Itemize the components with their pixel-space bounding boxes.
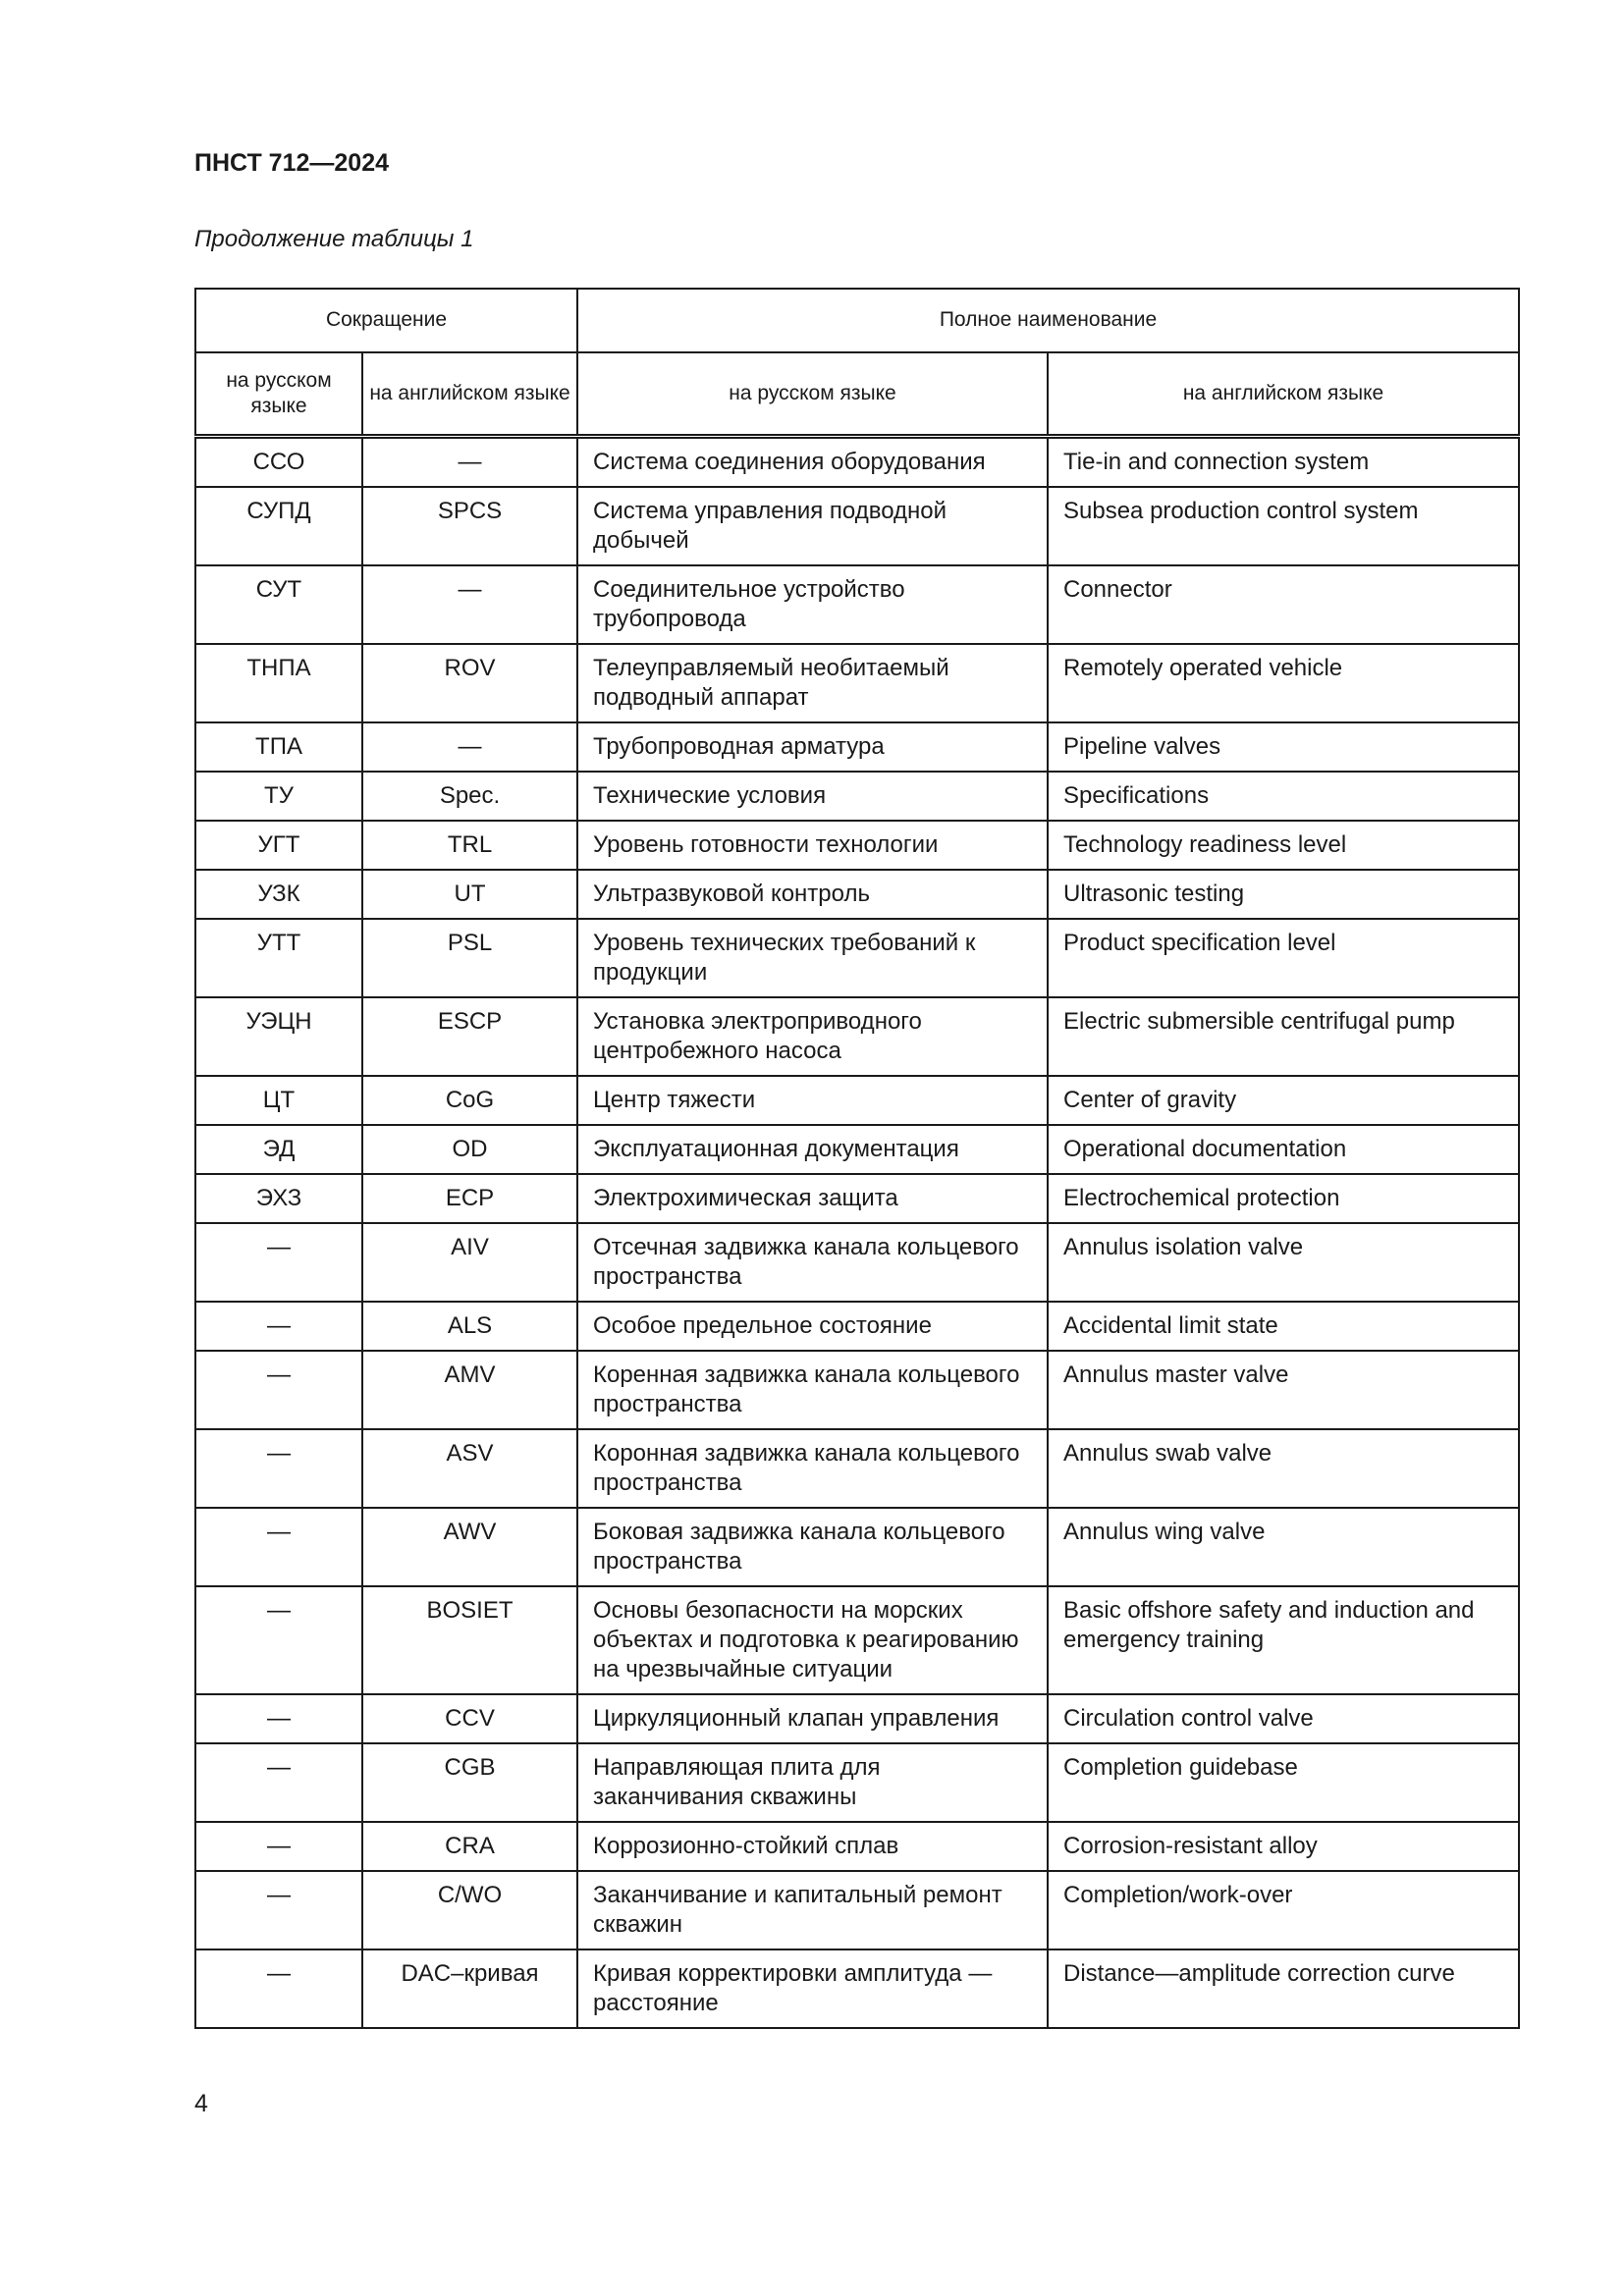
cell-name-en: Completion guidebase <box>1048 1743 1519 1822</box>
cell-abbr-ru: — <box>195 1351 362 1429</box>
cell-name-en: Tie-in and connection system <box>1048 437 1519 488</box>
cell-abbr-en: SPCS <box>362 487 577 565</box>
cell-name-ru: Трубопроводная арматура <box>577 722 1048 772</box>
cell-name-en: Accidental limit state <box>1048 1302 1519 1351</box>
cell-name-en: Completion/work-over <box>1048 1871 1519 1949</box>
cell-abbr-en: BOSIET <box>362 1586 577 1694</box>
abbreviations-table <box>194 288 1520 2029</box>
cell-name-en: Product specification level <box>1048 919 1519 997</box>
cell-abbr-ru: — <box>195 1694 362 1743</box>
table-row <box>195 1223 1519 1302</box>
table-header <box>195 289 1519 437</box>
table-row <box>195 722 1519 772</box>
cell-abbr-ru: ЭХЗ <box>195 1174 362 1223</box>
table-row <box>195 1302 1519 1351</box>
cell-name-en: Connector <box>1048 565 1519 644</box>
cell-name-en: Center of gravity <box>1048 1076 1519 1125</box>
cell-name-ru: Коронная задвижка канала кольцевого пространства <box>577 1429 1048 1508</box>
cell-abbr-en: DAC–кривая <box>362 1949 577 2028</box>
header-name-ru: на русском языке <box>577 352 1048 437</box>
cell-name-en: Annulus wing valve <box>1048 1508 1519 1586</box>
cell-name-ru: Электрохимическая защита <box>577 1174 1048 1223</box>
cell-abbr-en: — <box>362 722 577 772</box>
cell-abbr-en: ASV <box>362 1429 577 1508</box>
table-row <box>195 919 1519 997</box>
cell-abbr-en: CRA <box>362 1822 577 1871</box>
cell-abbr-ru: УЗК <box>195 870 362 919</box>
table-body <box>195 437 1519 2029</box>
header-full-name: Полное наименование <box>577 289 1519 352</box>
cell-name-en: Annulus swab valve <box>1048 1429 1519 1508</box>
cell-abbr-en: ALS <box>362 1302 577 1351</box>
header-abbreviation: Сокращение <box>195 289 577 352</box>
cell-abbr-ru: — <box>195 1586 362 1694</box>
cell-name-en: Circulation control valve <box>1048 1694 1519 1743</box>
cell-name-en: Specifications <box>1048 772 1519 821</box>
cell-name-en: Technology readiness level <box>1048 821 1519 870</box>
table-row <box>195 1694 1519 1743</box>
cell-abbr-en: CGB <box>362 1743 577 1822</box>
cell-name-ru: Система управления подводной добычей <box>577 487 1048 565</box>
cell-abbr-ru: УТТ <box>195 919 362 997</box>
page-number: 4 <box>194 2090 208 2117</box>
cell-abbr-ru: СУТ <box>195 565 362 644</box>
cell-name-en: Distance—amplitude correction curve <box>1048 1949 1519 2028</box>
table-row <box>195 487 1519 565</box>
cell-abbr-en: C/WO <box>362 1871 577 1949</box>
cell-abbr-ru: ТПА <box>195 722 362 772</box>
cell-abbr-en: AWV <box>362 1508 577 1586</box>
table-row <box>195 1822 1519 1871</box>
header-name-en: на английском языке <box>1048 352 1519 437</box>
cell-abbr-en: ECP <box>362 1174 577 1223</box>
cell-name-ru: Уровень готовности технологии <box>577 821 1048 870</box>
cell-abbr-en: CCV <box>362 1694 577 1743</box>
header-abbr-ru: на русском языке <box>195 352 362 437</box>
cell-name-ru: Особое предельное состояние <box>577 1302 1048 1351</box>
cell-abbr-en: — <box>362 565 577 644</box>
table-row <box>195 565 1519 644</box>
cell-abbr-ru: ЦТ <box>195 1076 362 1125</box>
cell-name-ru: Соединительное устройство трубопровода <box>577 565 1048 644</box>
cell-abbr-en: TRL <box>362 821 577 870</box>
cell-name-en: Operational documentation <box>1048 1125 1519 1174</box>
cell-abbr-en: AMV <box>362 1351 577 1429</box>
cell-name-en: Remotely operated vehicle <box>1048 644 1519 722</box>
cell-name-en: Annulus isolation valve <box>1048 1223 1519 1302</box>
cell-abbr-ru: — <box>195 1822 362 1871</box>
cell-abbr-en: CoG <box>362 1076 577 1125</box>
cell-abbr-ru: — <box>195 1743 362 1822</box>
cell-abbr-en: PSL <box>362 919 577 997</box>
cell-name-ru: Коррозионно-стойкий сплав <box>577 1822 1048 1871</box>
table-row <box>195 1871 1519 1949</box>
cell-abbr-en: AIV <box>362 1223 577 1302</box>
cell-name-ru: Эксплуатационная документация <box>577 1125 1048 1174</box>
cell-abbr-en: OD <box>362 1125 577 1174</box>
cell-abbr-ru: УГТ <box>195 821 362 870</box>
table-row <box>195 772 1519 821</box>
cell-name-ru: Отсечная задвижка канала кольцевого пространства <box>577 1223 1048 1302</box>
table-row <box>195 870 1519 919</box>
cell-abbr-ru: — <box>195 1429 362 1508</box>
table-row <box>195 1174 1519 1223</box>
table-row <box>195 1586 1519 1694</box>
table-row <box>195 1949 1519 2028</box>
cell-abbr-en: Spec. <box>362 772 577 821</box>
cell-abbr-ru: ЭД <box>195 1125 362 1174</box>
cell-name-en: Annulus master valve <box>1048 1351 1519 1429</box>
cell-name-en: Ultrasonic testing <box>1048 870 1519 919</box>
cell-name-ru: Коренная задвижка канала кольцевого пространства <box>577 1351 1048 1429</box>
cell-abbr-ru: — <box>195 1223 362 1302</box>
cell-name-en: Electric submersible centrifugal pump <box>1048 997 1519 1076</box>
cell-name-ru: Система соединения оборудования <box>577 437 1048 488</box>
table-row <box>195 1508 1519 1586</box>
table-row <box>195 644 1519 722</box>
cell-name-en: Electrochemical protection <box>1048 1174 1519 1223</box>
cell-abbr-en: ROV <box>362 644 577 722</box>
cell-name-ru: Технические условия <box>577 772 1048 821</box>
cell-abbr-ru: — <box>195 1949 362 2028</box>
cell-name-ru: Уровень технических требований к продукции <box>577 919 1048 997</box>
table-row <box>195 1351 1519 1429</box>
cell-abbr-en: ESCP <box>362 997 577 1076</box>
cell-abbr-en: — <box>362 437 577 488</box>
cell-name-ru: Телеуправляемый необитаемый подводный аппарат <box>577 644 1048 722</box>
table-row <box>195 1743 1519 1822</box>
cell-name-en: Corrosion-resistant alloy <box>1048 1822 1519 1871</box>
cell-abbr-ru: УЭЦН <box>195 997 362 1076</box>
cell-name-ru: Боковая задвижка канала кольцевого пространства <box>577 1508 1048 1586</box>
cell-abbr-ru: ССО <box>195 437 362 488</box>
cell-abbr-ru: СУПД <box>195 487 362 565</box>
cell-abbr-ru: ТУ <box>195 772 362 821</box>
cell-abbr-ru: — <box>195 1508 362 1586</box>
cell-name-en: Subsea production control system <box>1048 487 1519 565</box>
table-row <box>195 1076 1519 1125</box>
cell-name-ru: Кривая корректировки амплитуда — расстояние <box>577 1949 1048 2028</box>
table-caption: Продолжение таблицы 1 <box>194 226 474 252</box>
table-row <box>195 1125 1519 1174</box>
table-row <box>195 821 1519 870</box>
cell-name-en: Basic offshore safety and induction and emergency training <box>1048 1586 1519 1694</box>
cell-name-ru: Основы безопасности на морских объектах и подготовка к реагированию на чрезвычайные ситуации <box>577 1586 1048 1694</box>
cell-abbr-ru: — <box>195 1871 362 1949</box>
cell-name-ru: Направляющая плита для заканчивания скважины <box>577 1743 1048 1822</box>
cell-abbr-ru: — <box>195 1302 362 1351</box>
header-abbr-en: на английском языке <box>362 352 577 437</box>
table-row <box>195 997 1519 1076</box>
cell-abbr-ru: ТНПА <box>195 644 362 722</box>
cell-name-ru: Ультразвуковой контроль <box>577 870 1048 919</box>
cell-name-ru: Заканчивание и капитальный ремонт скважин <box>577 1871 1048 1949</box>
cell-name-ru: Циркуляционный клапан управления <box>577 1694 1048 1743</box>
cell-name-ru: Установка электроприводного центробежного насоса <box>577 997 1048 1076</box>
cell-abbr-en: UT <box>362 870 577 919</box>
table-row <box>195 1429 1519 1508</box>
table-row <box>195 437 1519 488</box>
cell-name-en: Pipeline valves <box>1048 722 1519 772</box>
cell-name-ru: Центр тяжести <box>577 1076 1048 1125</box>
document-code: ПНСТ 712—2024 <box>194 149 389 177</box>
